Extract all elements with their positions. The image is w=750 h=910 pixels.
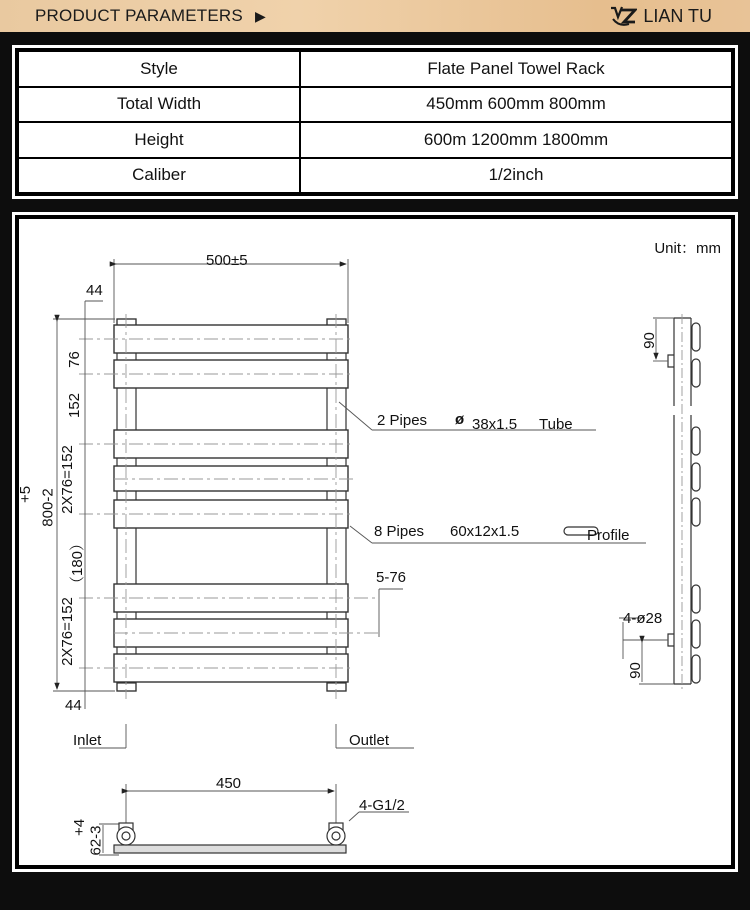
spacing-2x76-lower: 2X76=152 <box>58 597 76 666</box>
param-value: 600m 1200mm 1800mm <box>300 122 732 158</box>
param-label: Height <box>18 122 300 158</box>
spacing-180: （180） <box>69 535 87 592</box>
profile-callout-type: Profile <box>587 527 630 544</box>
height-dimension: 800-2 <box>39 488 57 527</box>
bracket-spec: 4-ø28 <box>623 610 663 627</box>
page-header <box>0 0 750 32</box>
height-tolerance-plus: +5 <box>17 485 35 504</box>
technical-drawing <box>19 219 731 865</box>
table-row <box>18 87 732 123</box>
profile-callout-spec: 60x12x1.5 <box>450 523 520 540</box>
diameter-icon: ø <box>455 411 465 428</box>
table-row <box>18 122 732 158</box>
outlet-label: Outlet <box>349 732 390 749</box>
side-top-90: 90 <box>640 332 658 349</box>
param-value: 450mm 600mm 800mm <box>300 87 732 123</box>
parameters-table-frame <box>12 45 738 199</box>
param-label: Total Width <box>18 87 300 123</box>
param-value: Flate Panel Towel Rack <box>300 51 732 87</box>
top-offset-dimension: 44 <box>86 282 103 299</box>
side-bottom-90: 90 <box>626 662 644 679</box>
tube-callout-type: Tube <box>539 416 573 433</box>
bottom-offset-dimension: 44 <box>65 697 82 714</box>
param-label: Style <box>18 51 300 87</box>
section-title <box>35 6 266 26</box>
depth-dimension: 62-3 <box>87 825 105 856</box>
spacing-5-76: 5-76 <box>376 569 407 586</box>
tube-callout-count: 2 Pipes <box>377 412 428 429</box>
profile-callout-count: 8 Pipes <box>374 523 425 540</box>
brand <box>609 5 712 27</box>
param-label: Caliber <box>18 158 300 194</box>
tube-callout-spec: 38x1.5 <box>472 416 518 433</box>
spacing-2x76-upper: 2X76=152 <box>58 445 76 514</box>
section-title-text: PRODUCT PARAMETERS <box>35 6 243 25</box>
bottom-width-dimension: 450 <box>216 775 242 792</box>
spacing-152: 152 <box>66 392 84 419</box>
valve-spec: 4-G1/2 <box>359 797 405 814</box>
width-dimension: 500±5 <box>206 252 248 269</box>
unit-label: Unit：mm <box>654 240 721 257</box>
table-row <box>18 158 732 194</box>
play-arrow-icon: ▶ <box>254 7 266 24</box>
depth-tolerance-plus: +4 <box>71 818 89 837</box>
inlet-label: Inlet <box>73 732 102 749</box>
brand-name: LIAN TU <box>643 5 712 26</box>
lz-logo-icon <box>609 5 637 27</box>
param-value: 1/2inch <box>300 158 732 194</box>
technical-drawing-frame <box>12 212 738 872</box>
table-row <box>18 51 732 87</box>
parameters-table <box>17 50 733 194</box>
spacing-76: 76 <box>65 351 83 368</box>
